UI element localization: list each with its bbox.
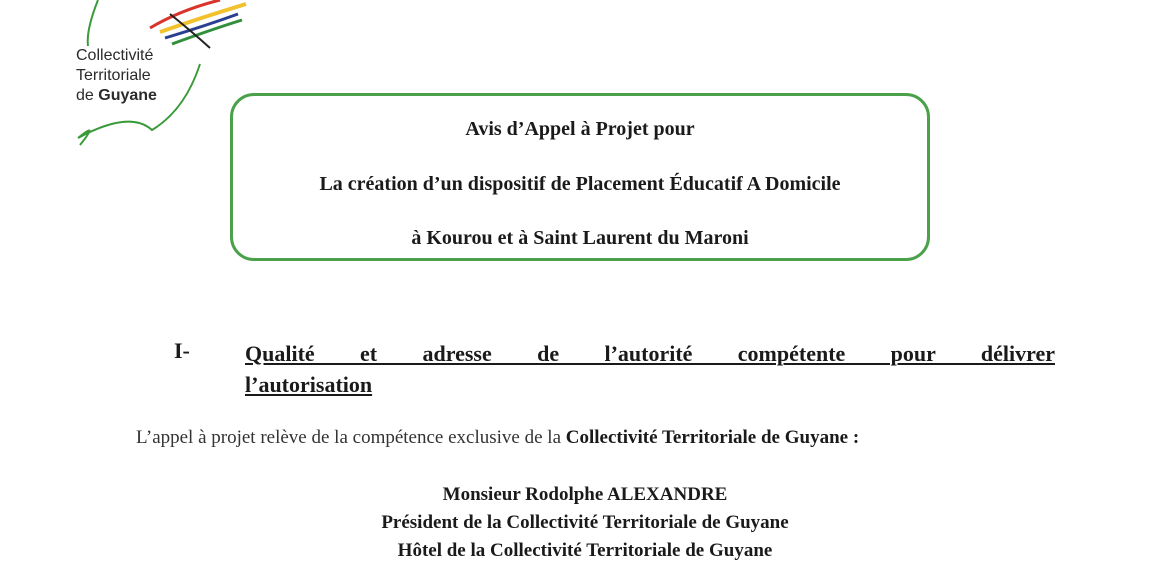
- section-title-line-2: l’autorisation: [245, 372, 373, 397]
- intro-text: L’appel à projet relève de la compétence exclusive de la: [136, 427, 566, 448]
- address-line-1: Monsieur Rodolphe ALEXANDRE: [442, 484, 728, 505]
- logo-line-2: Territoriale: [76, 67, 151, 84]
- logo-line-1: Collectivité: [76, 47, 154, 64]
- section-title: [245, 338, 1055, 400]
- title-line-3: à Kourou et à Saint Laurent du Maroni: [411, 227, 749, 249]
- logo: [70, 0, 250, 155]
- logo-line-3-prefix: de: [76, 87, 99, 104]
- section-number: I-: [174, 338, 190, 363]
- intro-bold: Collectivité Territoriale de Guyane :: [565, 427, 860, 448]
- title-line-2: La création d’un dispositif de Placement Éducatif A Domicile: [319, 173, 841, 195]
- address-line-2: Président de la Collectivité Territoriale de Guyane: [381, 512, 789, 533]
- logo-text: [76, 46, 157, 106]
- title-box: [230, 93, 930, 261]
- title-line-1: Avis d’Appel à Projet pour: [465, 118, 695, 140]
- section-title-line-1: Qualité et adresse de l’autorité compétente pour délivrer: [245, 341, 1055, 366]
- logo-line-3: [76, 86, 157, 106]
- logo-line-3-bold: Guyane: [98, 87, 157, 104]
- intro-paragraph: [136, 427, 1066, 449]
- address-line-3: Hôtel de la Collectivité Territoriale de Guyane: [397, 540, 773, 561]
